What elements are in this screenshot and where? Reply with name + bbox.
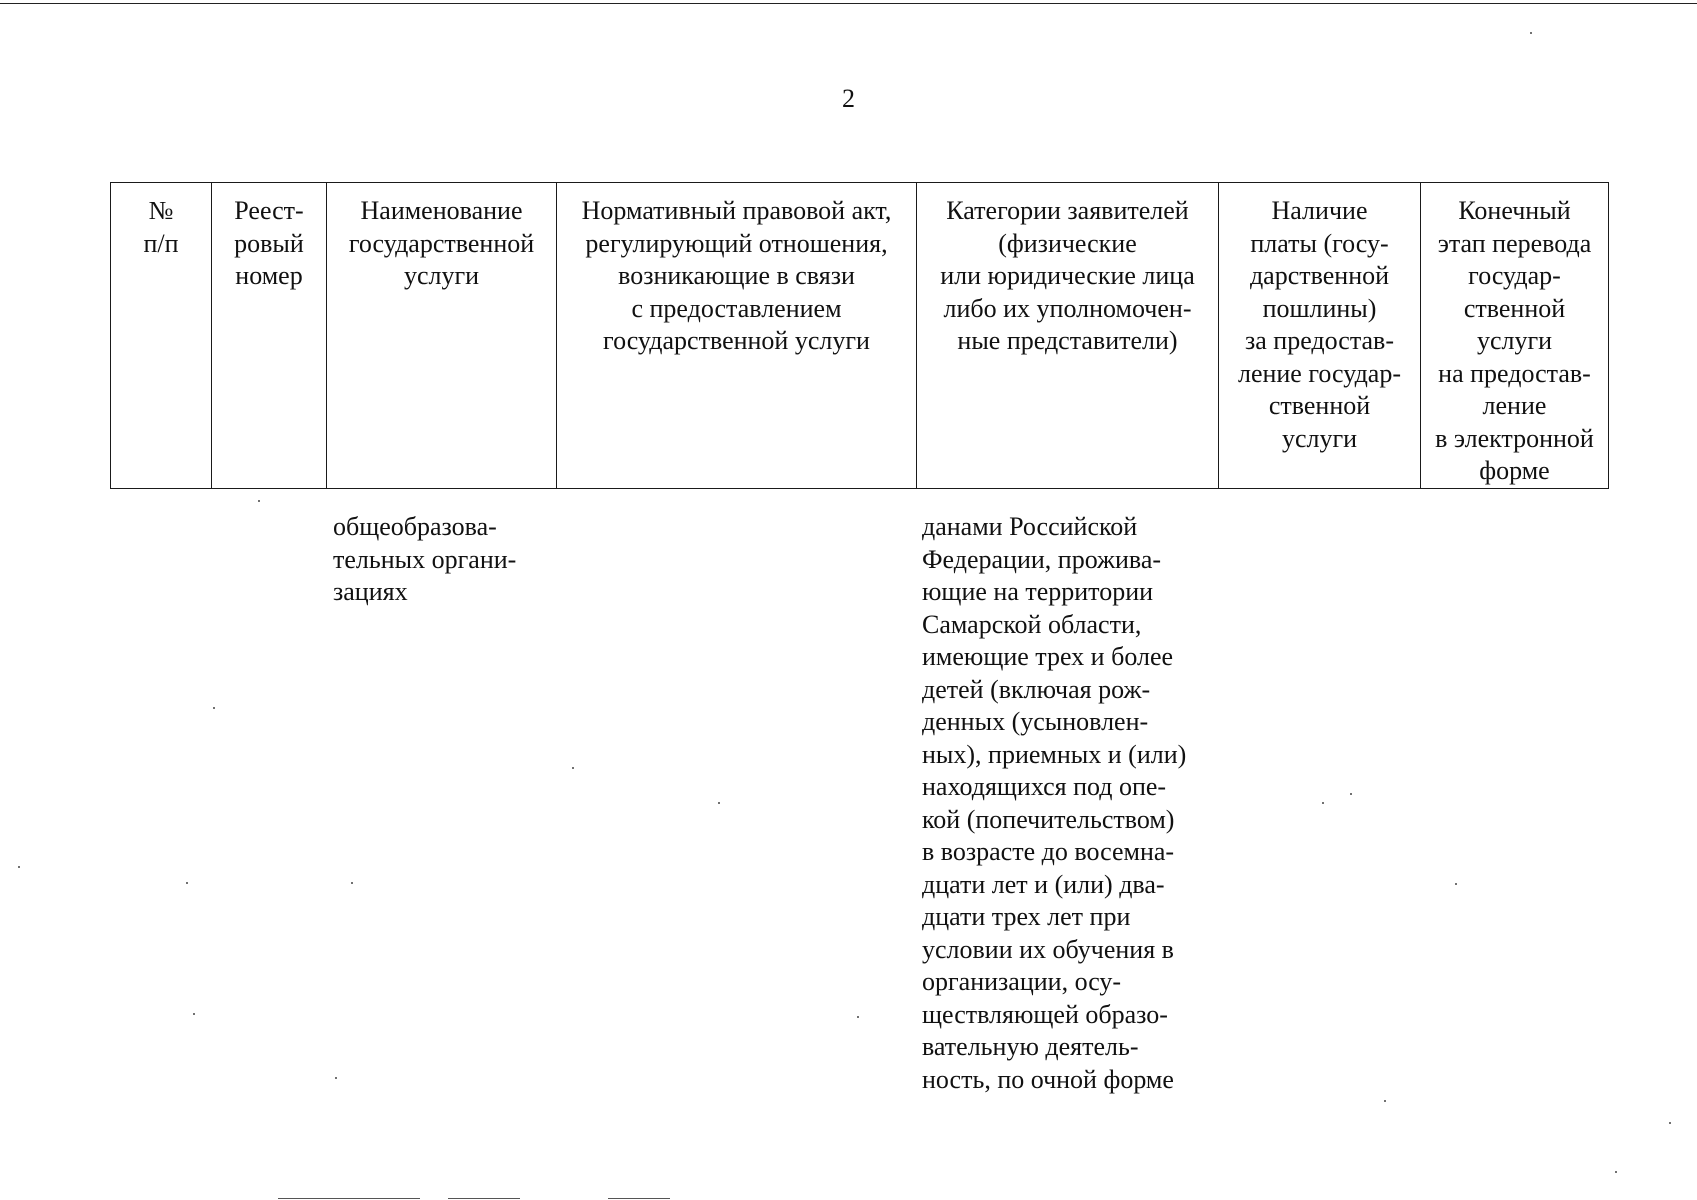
header-cell-registry-number: Реест- ровый номер xyxy=(212,183,327,489)
service-name-continuation: общеобразова- тельных органи- зациях xyxy=(333,512,517,606)
scan-speck xyxy=(718,802,720,804)
scan-speck xyxy=(857,1016,859,1018)
scan-speck xyxy=(335,1077,337,1079)
top-rule xyxy=(0,3,1697,4)
scan-speck xyxy=(1350,793,1352,795)
bottom-rule xyxy=(608,1198,670,1199)
bottom-rule xyxy=(448,1198,520,1199)
table-header-row xyxy=(111,183,1609,489)
scan-speck xyxy=(572,767,574,769)
header-cell-service-name: Наименование государственной услуги xyxy=(327,183,557,489)
header-cell-electronic-stage: Конечный этап перевода государ- ственной услуги на предостав- ление в электронной форме xyxy=(1421,183,1609,489)
scan-speck xyxy=(186,882,188,884)
scan-speck xyxy=(1384,1100,1386,1102)
scan-speck xyxy=(258,500,260,502)
services-table-header xyxy=(110,182,1609,489)
header-cell-fee: Наличие платы (госу- дарственной пошлины) за предостав- ление государ- ственной услуги xyxy=(1219,183,1421,489)
scan-speck xyxy=(1669,1122,1671,1124)
scan-speck xyxy=(1455,883,1457,885)
applicant-categories-continuation: данами Российской Федерации, прожива- ющие на территории Самарской области, имеющие трех и более детей (включая рож- денных (усыновлен- ных), приемных и (или) находящихся под опе- кой (попечительством) в возрасте до восемна- дцати лет и (или) два- дцати трех лет при условии их обучения в организации, осу- ществляющей образо- вательную деятель- ность, по очной форме xyxy=(922,512,1187,1094)
scan-speck xyxy=(1615,1171,1617,1173)
scan-speck xyxy=(1530,32,1532,34)
header-cell-number: № п/п xyxy=(111,183,212,489)
header-cell-legal-act: Нормативный правовой акт, регулирующий отношения, возникающие в связи с предоставлением государственной услуги xyxy=(557,183,917,489)
page-number: 2 xyxy=(842,84,855,113)
scan-speck xyxy=(213,707,215,709)
scan-speck xyxy=(351,882,353,884)
header-cell-applicant-categories: Категории заявителей (физические или юридические лица либо их уполномочен- ные представители) xyxy=(917,183,1219,489)
bottom-rule xyxy=(278,1198,420,1199)
scan-speck xyxy=(193,1013,195,1015)
scan-speck xyxy=(18,866,20,868)
scan-speck xyxy=(1322,802,1324,804)
